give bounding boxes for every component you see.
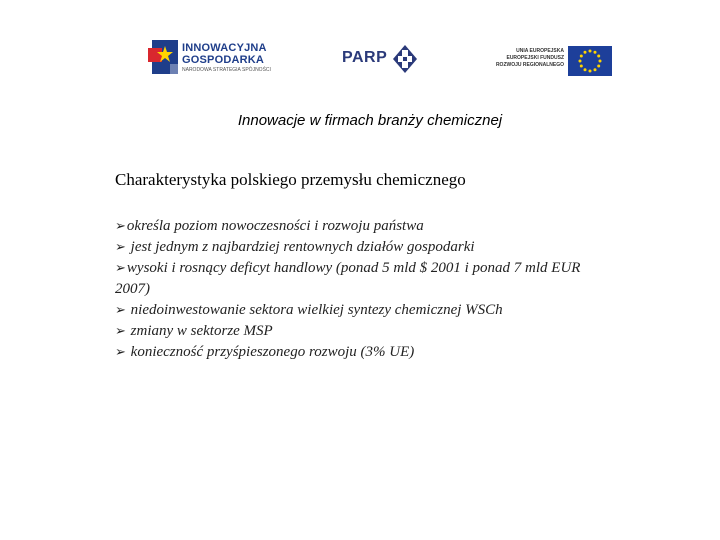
arrow-bullet-icon: ➢	[115, 219, 126, 234]
logo-text-line3: NARODOWA STRATEGIA SPÓJNOŚCI	[182, 67, 271, 73]
eu-logo-line2: EUROPEJSKI FUNDUSZ	[506, 55, 564, 61]
bullet-text: niedoinwestowanie sektora wielkiej syntezy chemicznej WSCh	[126, 302, 503, 318]
arrow-bullet-icon: ➢	[115, 324, 126, 339]
logo-text-line2: GOSPODARKA	[182, 54, 265, 66]
arrow-bullet-icon: ➢	[115, 240, 126, 255]
eu-logo-line3: ROZWOJU REGIONALNEGO	[495, 62, 564, 68]
eu-logo-line1: UNIA EUROPEJSKA	[516, 48, 564, 54]
star-flag-icon	[148, 38, 180, 78]
parp-logo	[342, 42, 422, 76]
parp-logo-text: PARP	[342, 49, 388, 66]
logo-text-line1: INNOWACYJNA	[182, 42, 267, 54]
bullet-text: określa poziom nowoczesności i rozwoju państwa	[126, 218, 424, 234]
bullet-text: wysoki i rosnący deficyt handlowy (ponad 5 mld $ 2001 i ponad 7 mld EUR 2007)	[115, 260, 581, 297]
bullet-item	[115, 300, 595, 321]
logo-bar	[0, 36, 720, 82]
bullet-item	[115, 216, 595, 237]
innowacyjna-gospodarka-logo	[148, 36, 278, 80]
bullet-item	[115, 342, 595, 363]
parp-diamond-icon	[392, 44, 418, 74]
bullet-item	[115, 321, 595, 342]
slide-title: Innowacje w firmach branży chemicznej	[237, 112, 503, 129]
eu-logo	[496, 46, 612, 80]
bullet-item	[115, 258, 595, 300]
slide-subtitle: Charakterystyka polskiego przemysłu chemicznego	[115, 170, 466, 189]
bullet-text: konieczność przyśpieszonego rozwoju (3% UE)	[126, 344, 415, 360]
arrow-bullet-icon: ➢	[115, 261, 126, 276]
arrow-bullet-icon: ➢	[115, 345, 126, 360]
bullet-text: zmiany w sektorze MSP	[126, 323, 273, 339]
arrow-bullet-icon: ➢	[115, 303, 126, 318]
bullet-text: jest jednym z najbardziej rentownych działów gospodarki	[126, 239, 475, 255]
eu-flag-icon	[568, 46, 612, 76]
bullet-list	[115, 216, 595, 363]
bullet-item	[115, 237, 595, 258]
